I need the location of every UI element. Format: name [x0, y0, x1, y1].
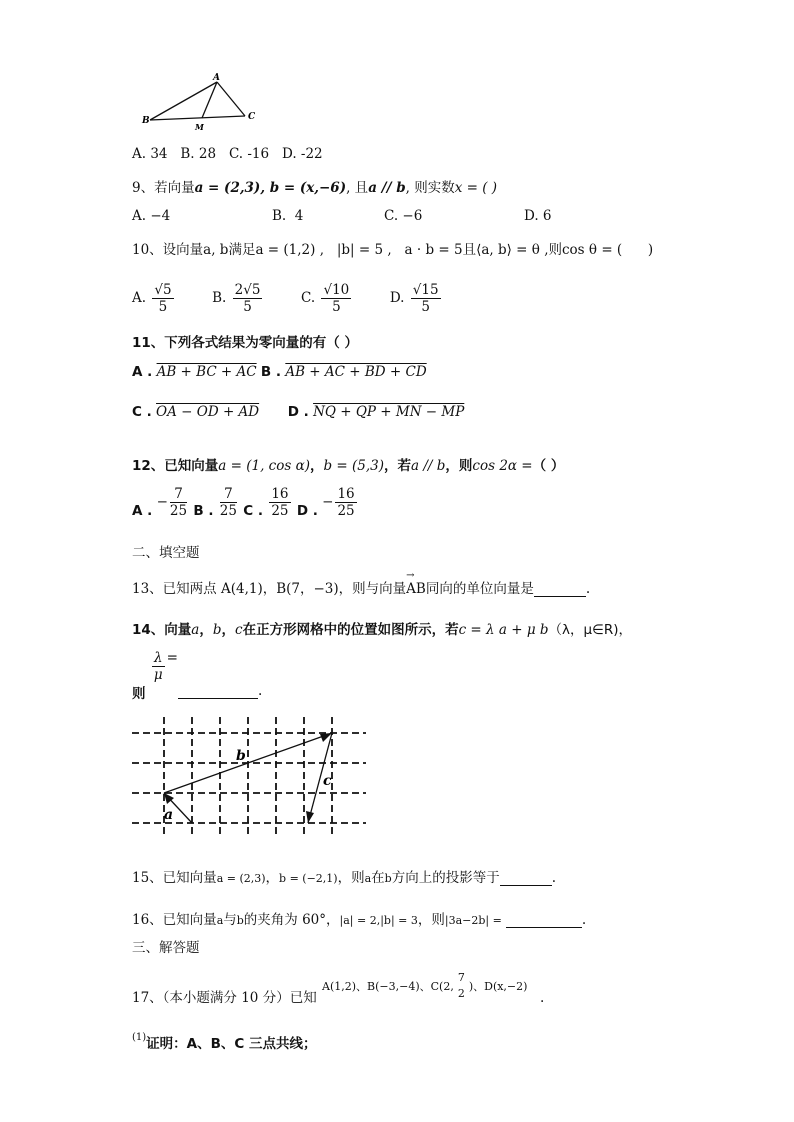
- q12-stem-c: ，: [309, 458, 324, 474]
- q16-answer-blank[interactable]: [506, 911, 582, 928]
- q12-option-d-label: D .: [296, 503, 318, 519]
- q17-points: A(1,2)、B(−3,−4)、C(2, 7 2 )、D(x,−2): [322, 971, 528, 1000]
- q15-vec-a: a = (2,3): [216, 872, 266, 885]
- q17-fraction: 7 2: [457, 971, 465, 1000]
- q13-answer-blank[interactable]: [534, 580, 586, 597]
- label-C: C: [248, 112, 256, 122]
- q12-option-a-label: A .: [132, 503, 153, 519]
- q12-cos: cos 2α =: [472, 458, 533, 474]
- q14-fraction: $\frac{\lambda}{\mu}$: [153, 650, 163, 683]
- q10-option-a: $\frac{√5}{5}$: [154, 282, 172, 315]
- q16-expression: |3a−2b| =: [444, 914, 502, 927]
- q11-row2: [132, 404, 464, 420]
- q12-stem-e: ，若: [384, 458, 412, 474]
- q9-stem-c: , 且: [346, 180, 369, 196]
- label-vector-b: b: [236, 748, 246, 764]
- q10-option-b: $\frac{2√5}{5}$: [234, 282, 261, 315]
- q11-stem: 11、下列各式结果为零向量的有（ ）: [132, 335, 358, 351]
- vector-c-arrowhead: [306, 811, 314, 823]
- median-am: [202, 82, 217, 118]
- q14-answer: .: [178, 682, 262, 699]
- q10-option-c-label: C.: [301, 290, 316, 306]
- q9-option-d: D. 6: [524, 208, 552, 224]
- q11-option-a-label: A .: [132, 364, 153, 380]
- q12-stem-a: 12、已知向量: [132, 458, 219, 474]
- triangle-figure: [140, 70, 270, 135]
- q12-vec-b: b = (5,3): [323, 458, 385, 474]
- q12-options: [132, 486, 359, 519]
- q12-option-b: $\frac{7}{25}$: [219, 486, 237, 519]
- q12-option-d-sign: −: [322, 494, 334, 510]
- q14-answer-blank[interactable]: [178, 682, 258, 699]
- q12-option-a-sign: −: [156, 494, 168, 510]
- label-M: M: [195, 122, 204, 132]
- q14-equation: c = λ a + μ b: [458, 622, 549, 638]
- side-ac: [217, 82, 245, 116]
- q12-option-c: $\frac{16}{25}$: [271, 486, 289, 519]
- q9-vectors: a = (2,3), b = (x,−6): [194, 180, 347, 196]
- q9-option-a: A. −4: [132, 208, 171, 224]
- q9-option-c: C. −6: [384, 208, 423, 224]
- q15-vec-b: b = (−2,1): [279, 872, 338, 885]
- q12-option-a: $\frac{7}{25}$: [169, 486, 188, 519]
- q17-part1: $^{(1)}$证明：A、B、C 三点共线；: [132, 1032, 317, 1052]
- label-B: B: [142, 116, 150, 126]
- q14-stem: 14、向量a，b，c在正方形网格中的位置如图所示，若c = λ a + μ b（λ，μ∈R)，: [132, 622, 633, 638]
- q12-vec-a: a = (1, cos α): [218, 458, 310, 474]
- q11-option-b: AB + AC + BD + CD: [285, 364, 427, 380]
- side-ab: [150, 82, 217, 120]
- q10-options: [132, 282, 443, 315]
- q16-magnitudes: |a| = 2,|b| = 3: [339, 914, 418, 927]
- q11-row1: [132, 364, 427, 380]
- q15-stem: 15、已知向量a = (2,3)，b = (−2,1)，则a在b方向上的投影等于 .: [132, 870, 556, 886]
- q14-vec-c: c: [235, 622, 243, 638]
- q14-ratio: $\frac{\lambda}{\mu}$ =: [153, 650, 178, 683]
- q11-option-d-label: D .: [287, 404, 309, 420]
- q9-answer-blank: x = ( ): [454, 180, 498, 196]
- label-A: A: [213, 73, 220, 83]
- q9-option-b: B. 4: [272, 208, 304, 224]
- q12-option-d: $\frac{16}{25}$: [337, 486, 355, 519]
- q9-stem-e: , 则实数: [405, 180, 455, 196]
- q13-stem: 13、已知两点 A(4,1)，B(7，−3)，则与向量→ AB同向的单位向量是 .: [132, 577, 590, 597]
- q16-stem: 16、已知向量a与b的夹角为 60°，|a| = 2,|b| = 3，则|3a−2b| = .: [132, 912, 587, 928]
- q10-option-b-label: B.: [212, 290, 227, 306]
- q11-option-d: NQ + QP + MN − MP: [313, 404, 465, 420]
- q14-vec-b: b: [212, 622, 222, 638]
- q15-answer-blank[interactable]: [500, 869, 552, 886]
- q14-ze: 则: [132, 686, 146, 702]
- q11-option-a: AB + BC + AC: [156, 364, 257, 380]
- q12-option-b-label: B .: [193, 503, 214, 519]
- q10-option-d: $\frac{√15}{5}$: [412, 282, 439, 315]
- q10-option-d-label: D.: [389, 290, 405, 306]
- q12-stem: [132, 454, 564, 474]
- q9-parallel: a // b: [368, 180, 406, 196]
- q10-option-c: $\frac{√10}{5}$: [323, 282, 350, 315]
- q9-stem: [132, 176, 497, 196]
- q12-stem-i: （ ）: [532, 458, 565, 474]
- q12-stem-g: ，则: [445, 458, 473, 474]
- label-vector-a: a: [164, 807, 174, 823]
- q17-period: .: [540, 990, 545, 1006]
- q11-option-b-label: B .: [260, 364, 282, 380]
- q9-stem-a: 9、若向量: [132, 180, 195, 196]
- q12-parallel: a // b: [411, 458, 446, 474]
- q12-option-c-label: C .: [243, 503, 264, 519]
- section-heading-solutions: 三、解答题: [132, 940, 200, 956]
- q10-stem: 10、设向量a, b满足a = (1,2) , |b| = 5 , a · b = 5且⟨a, b⟩ = θ ,则cos θ = ( ): [132, 242, 654, 258]
- q13-vector-ab: → AB: [406, 581, 426, 597]
- side-bc: [150, 116, 245, 120]
- q10-option-a-label: A.: [132, 290, 147, 306]
- q17-stem: 17、（本小题满分 10 分）已知: [132, 990, 317, 1006]
- q8-options: A. 34 B. 28 C. -16 D. -22: [132, 146, 323, 162]
- q11-option-c-label: C .: [132, 404, 152, 420]
- label-vector-c: c: [323, 773, 332, 789]
- q14-vec-a: a: [191, 622, 200, 638]
- section-heading-fill-in: 二、填空题: [132, 545, 200, 561]
- q11-option-c: OA − OD + AD: [156, 404, 260, 420]
- grid-figure: [130, 715, 370, 840]
